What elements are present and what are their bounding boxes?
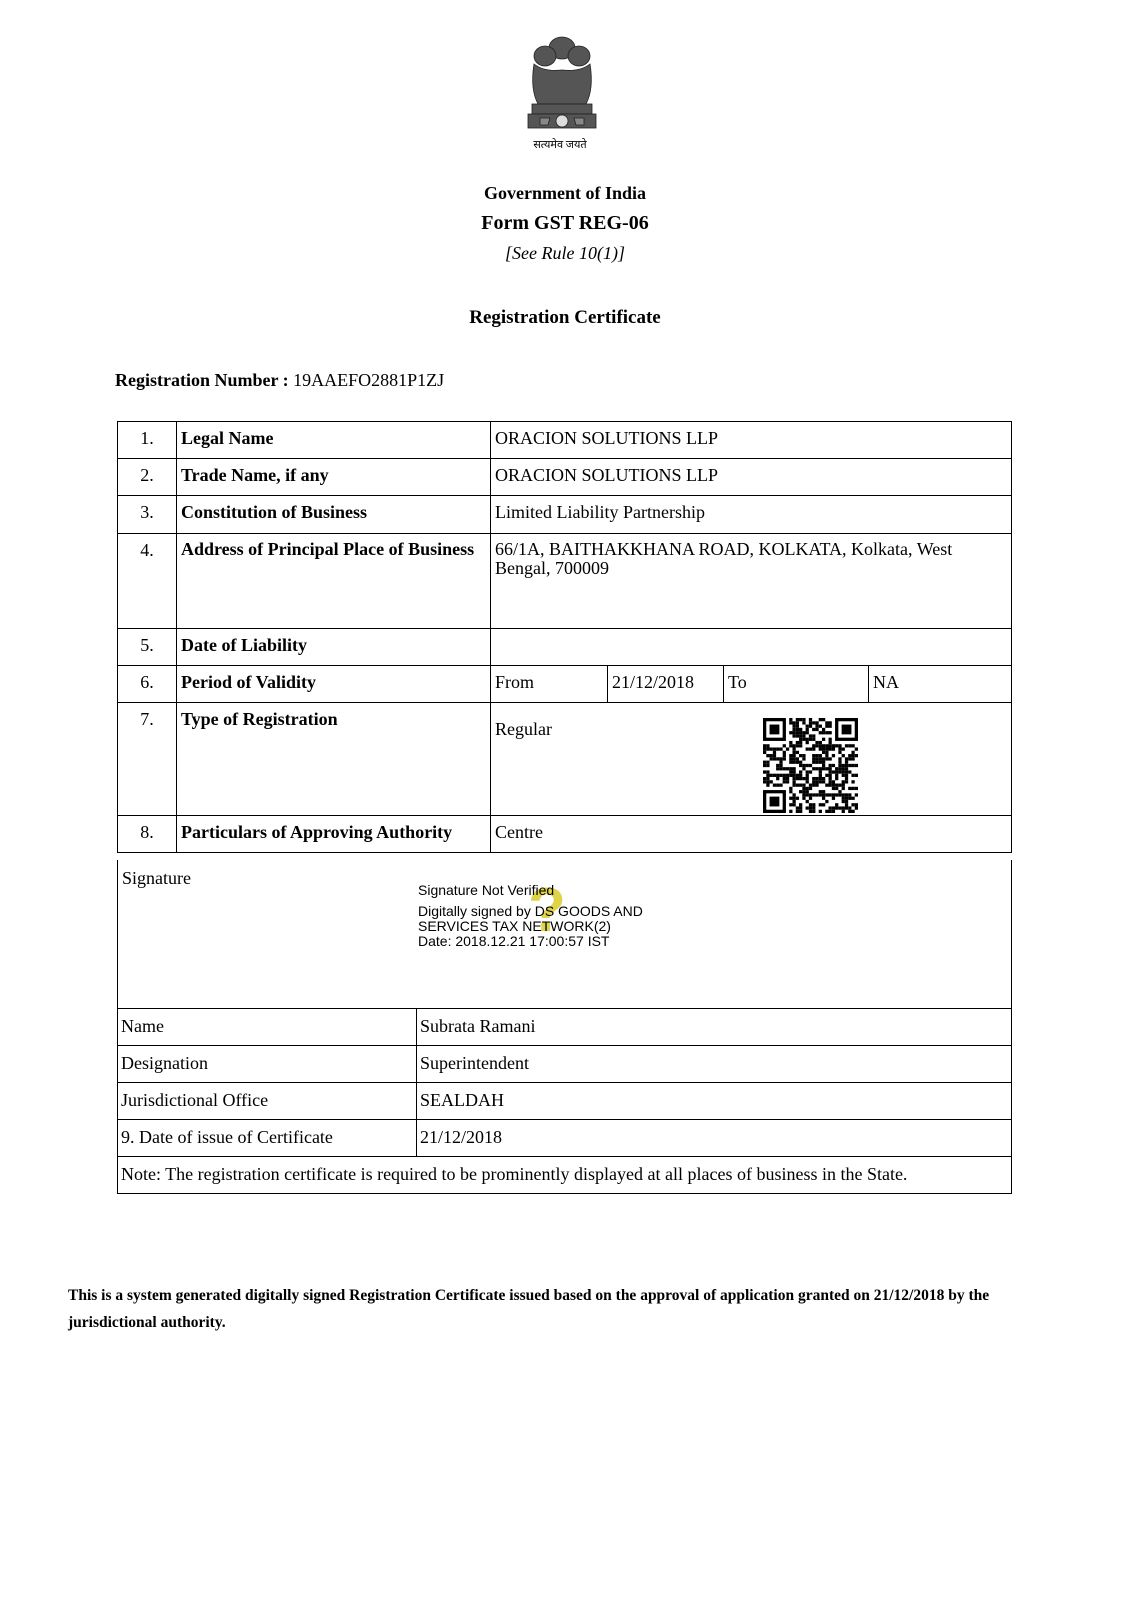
table-row [118,816,1012,853]
signed-by-line: SERVICES TAX NETWORK(2) [418,918,611,934]
row-number: 1. [118,422,177,459]
validity-from-value: 21/12/2018 [608,666,724,703]
table-row [118,629,1012,666]
row-label: Address of Principal Place of Business [177,534,491,629]
registration-number-value: 19AAEFO2881P1ZJ [293,370,445,390]
row-number: 5. [118,629,177,666]
officer-value: SEALDAH [417,1083,1012,1120]
row-label: Particulars of Approving Authority [177,816,491,853]
registration-details-table [117,421,1012,853]
digital-signature-block [418,883,643,949]
officer-label: Jurisdictional Office [118,1083,417,1120]
national-emblem-logo [520,34,604,154]
rule-reference: [See Rule 10(1)] [505,243,625,263]
officer-details-table [117,1008,1012,1194]
footer-statement: This is a system generated digitally signed Registration Certificate issued based on the approval of application granted on 21/12/2018 by the jurisdictional authority. [68,1287,990,1331]
officer-label: 9. Date of issue of Certificate [118,1120,417,1157]
qr-code-image [763,718,858,813]
row-number: 8. [118,816,177,853]
row-value: Regular [491,703,1012,816]
row-label: Legal Name [177,422,491,459]
row-value: ORACION SOLUTIONS LLP [491,422,1012,459]
table-row [118,1083,1012,1120]
question-mark-icon: ? [528,876,566,945]
officer-label: Designation [118,1046,417,1083]
table-row [118,703,1012,816]
certificate-title: Registration Certificate [469,307,661,328]
row-number: 2. [118,459,177,496]
table-row [118,422,1012,459]
table-row [118,496,1012,534]
table-row [118,534,1012,629]
row-label: Type of Registration [177,703,491,816]
validity-to-label: To [724,666,869,703]
signed-by-line: Digitally signed by DS GOODS AND [418,903,643,919]
table-row [118,459,1012,496]
registration-number [115,370,444,391]
officer-label: Name [118,1009,417,1046]
row-value: 66/1A, BAITHAKKHANA ROAD, KOLKATA, Kolkata, West Bengal, 700009 [491,534,1012,629]
registration-number-label: Registration Number : [115,370,289,390]
emblem-motto: सत्यमेव जयते [533,139,587,151]
validity-from-label: From [491,666,608,703]
row-number: 4. [118,534,177,629]
row-number: 7. [118,703,177,816]
display-note: Note: The registration certificate is required to be prominently displayed at all places of business in the State. [118,1157,1012,1194]
table-row [118,666,1012,703]
row-value: ORACION SOLUTIONS LLP [491,459,1012,496]
table-row [118,1120,1012,1157]
row-number: 6. [118,666,177,703]
row-value: Centre [491,816,1012,853]
table-row [118,1009,1012,1046]
table-row [118,1046,1012,1083]
signature-date: Date: 2018.12.21 17:00:57 IST [418,933,610,949]
row-label: Trade Name, if any [177,459,491,496]
officer-value: 21/12/2018 [417,1120,1012,1157]
row-value [491,629,1012,666]
row-value: Limited Liability Partnership [491,496,1012,534]
signature-status: Signature Not Verified [418,882,555,898]
row-label: Date of Liability [177,629,491,666]
row-label: Constitution of Business [177,496,491,534]
validity-to-value: NA [869,666,1012,703]
officer-value: Subrata Ramani [417,1009,1012,1046]
officer-value: Superintendent [417,1046,1012,1083]
row-number: 3. [118,496,177,534]
row-label: Period of Validity [177,666,491,703]
government-heading: Government of India [484,183,646,203]
signature-label: Signature [122,868,191,888]
form-heading: Form GST REG-06 [481,212,649,234]
signature-box [117,860,1012,1009]
table-row [118,1157,1012,1194]
